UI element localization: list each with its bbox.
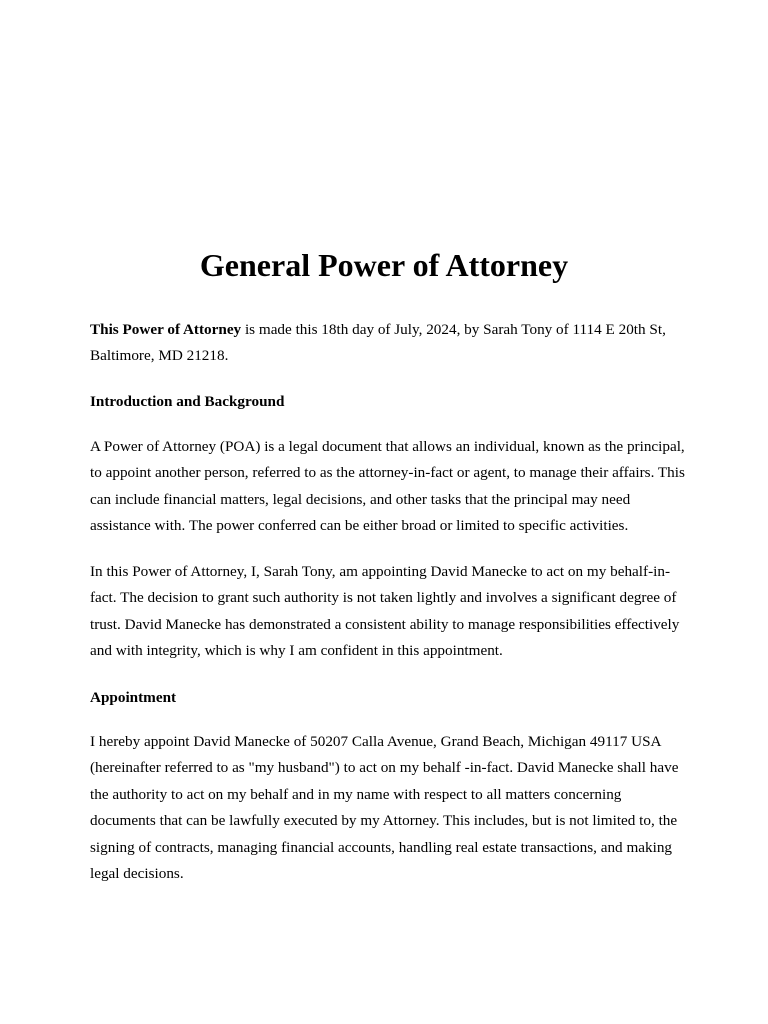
intro-rest: is made this 18th day of July, 2024, by Sarah Tony of 1114 E 20th St, Baltimore, MD 21218. xyxy=(90,321,666,365)
paragraph-appointing-agent: In this Power of Attorney, I, Sarah Tony, am appointing David Manecke to act on my behalf-in-fact. The decision to grant such authority is not taken lightly and involves a significant degree of trust. David Manecke has demonstrated a consistent ability to manage responsibilities effectively and with integrity, which is why I am confident in this appointment. xyxy=(90,563,680,660)
paragraph-appointment-details: I hereby appoint David Manecke of 50207 Calla Avenue, Grand Beach, Michigan 49117 USA (hereinafter referred to as "my husband") to act on my behalf -in-fact. David Manecke shall have the authority to act on my behalf and in my name with respect to all matters concerning documents that can be lawfully executed by my Attorney. This includes, but is not limited to, the signing of contracts, managing financial accounts, handling real estate transactions, and making legal decisions. xyxy=(90,733,679,883)
paragraph-poa-definition: A Power of Attorney (POA) is a legal document that allows an individual, known as the principal, to appoint another person, referred to as the attorney-in-fact or agent, to manage their affairs. This can include financial matters, legal decisions, and other tasks that the principal may need assistance with. The power conferred can be either broad or limited to specific activities. xyxy=(90,438,685,535)
intro-lead: This Power of Attorney xyxy=(90,321,242,338)
document-title: General Power of Attorney xyxy=(199,247,569,283)
section-heading-appointment: Appointment xyxy=(90,689,177,706)
section-heading-introduction: Introduction and Background xyxy=(90,393,285,410)
intro-paragraph xyxy=(90,317,690,370)
